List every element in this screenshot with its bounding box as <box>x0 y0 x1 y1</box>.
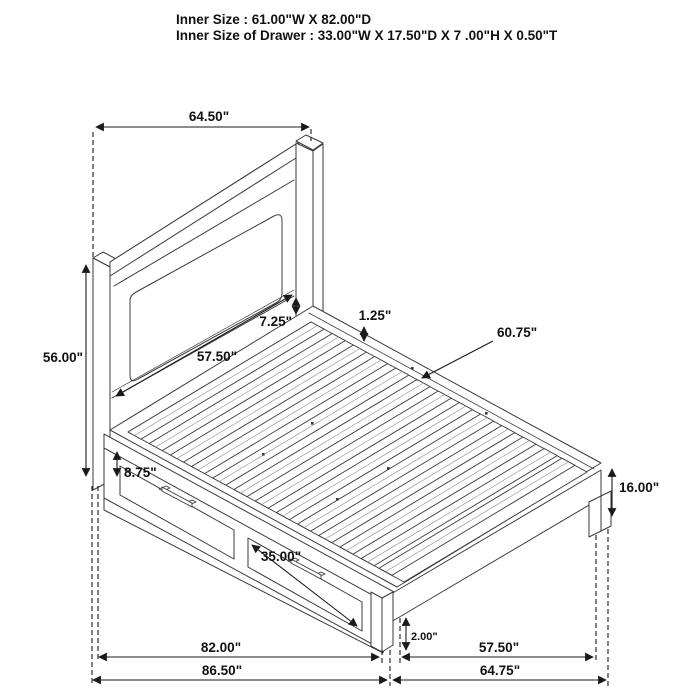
dim-label-headboard-width: 64.50" <box>188 109 230 124</box>
title-line-2: Inner Size of Drawer : 33.00"W X 17.50"D X 7 .00"H X 0.50"T <box>176 28 558 43</box>
dim-headboard-width <box>96 109 309 127</box>
dim-label-overall-depth: 86.50" <box>201 663 243 678</box>
dim-floor-clearance <box>406 618 438 650</box>
title-block <box>176 12 558 43</box>
dim-label-drawer-width: 35.00" <box>260 549 302 564</box>
front-post-right-face <box>382 592 393 652</box>
dim-label-rail-lip: 1.25" <box>358 308 392 323</box>
dim-label-panel-gap: 7.25" <box>259 314 292 329</box>
title-line-1: Inner Size : 61.00"W X 82.00"D <box>176 12 372 27</box>
dim-headboard-height <box>43 265 86 476</box>
dim-inner-depth <box>99 640 379 657</box>
dim-rail-lip <box>359 308 392 341</box>
dim-footboard-height <box>612 469 659 516</box>
dim-label-headboard-height: 56.00" <box>42 350 83 365</box>
dim-label-footboard-height: 16.00" <box>619 480 660 495</box>
dim-label-side-inner-length: 57.50" <box>478 640 520 655</box>
dim-label-slat-length: 60.75" <box>497 325 538 340</box>
dim-label-headboard-inner-width: 57.50" <box>196 349 238 364</box>
dim-overall-width <box>393 663 606 680</box>
dim-label-drawer-height: 8.75" <box>124 465 157 480</box>
dim-label-overall-width: 64.75" <box>479 663 521 678</box>
dim-label-inner-depth: 82.00" <box>200 640 242 655</box>
dim-overall-depth <box>93 663 387 680</box>
front-post-left-face <box>371 592 382 652</box>
dim-label-floor-clearance: 2.00" <box>411 631 438 643</box>
bed-drawing <box>93 135 611 653</box>
dim-slat-length <box>422 325 537 378</box>
